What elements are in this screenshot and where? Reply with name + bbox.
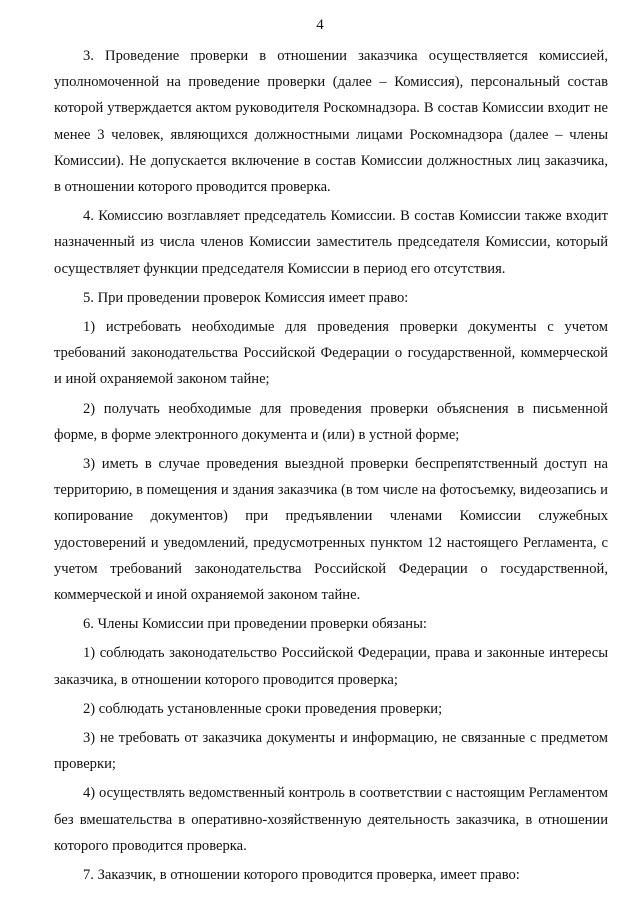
paragraph-6-item-4: 4) осуществлять ведомственный контроль в соответствии с настоящим Регламентом без вмешательства в оперативно-хозяйственную деятельность заказчика, в отношении которого проводится проверка. (54, 785, 608, 854)
paragraph-6-item-3: 3) не требовать от заказчика документы и информацию, не связанные с предметом проверки; (54, 730, 608, 773)
paragraph-6: 6. Члены Комиссии при проведении проверки обязаны: (83, 616, 427, 633)
paragraph-5-item-3: 3) иметь в случае проведения выездной проверки беспрепятственный доступ на территорию, в помещения и здания заказчика (в том числе на фотосъемку, видеозапись и копирование документов) при предъявлении членами Комиссии служебных удостоверений и уведомлений, предусмотренных пунктом 12 настоящего Регламента, с учетом требований законодательства Российской Федерации о государственной, коммерческой и иной охраняемой законом тайне. (54, 456, 608, 604)
paragraph-6-item-2: 2) соблюдать установленные сроки проведения проверки; (83, 700, 443, 717)
paragraph-5: 5. При проведении проверок Комиссия имеет право: (83, 289, 409, 306)
paragraph-4: 4. Комиссию возглавляет председатель Комиссии. В состав Комиссии также входит назначенный из числа членов Комиссии заместитель председателя Комиссии, который осуществляет функции председателя Комиссии в период его отсутствия. (54, 208, 608, 277)
page-number: 4 (316, 17, 324, 33)
document-body (54, 43, 608, 888)
paragraph-7: 7. Заказчик, в отношении которого проводится проверка, имеет право: (83, 867, 520, 884)
paragraph-3: 3. Проведение проверки в отношении заказчика осуществляется комиссией, уполномоченной на проведение проверки (далее – Комиссия), персональный состав которой утверждается актом руководителя Роскомнадзора. В состав Комиссии входит не менее 3 человек, являющихся должностными лицами Роскомнадзора (далее – члены Комиссии). Не допускается включение в состав Комиссии должностных лиц заказчика, в отношении которого проводится проверка. (54, 48, 608, 196)
paragraph-5-item-1: 1) истребовать необходимые для проведения проверки документы с учетом требований законодательства Российской Федерации о государственной, коммерческой и иной охраняемой законом тайне; (54, 319, 608, 388)
paragraph-6-item-1: 1) соблюдать законодательство Российской Федерации, права и законные интересы заказчика, в отношении которого проводится проверка; (54, 645, 608, 688)
paragraph-5-item-2: 2) получать необходимые для проведения проверки объяснения в письменной форме, в форме электронного документа и (или) в устной форме; (54, 400, 608, 443)
